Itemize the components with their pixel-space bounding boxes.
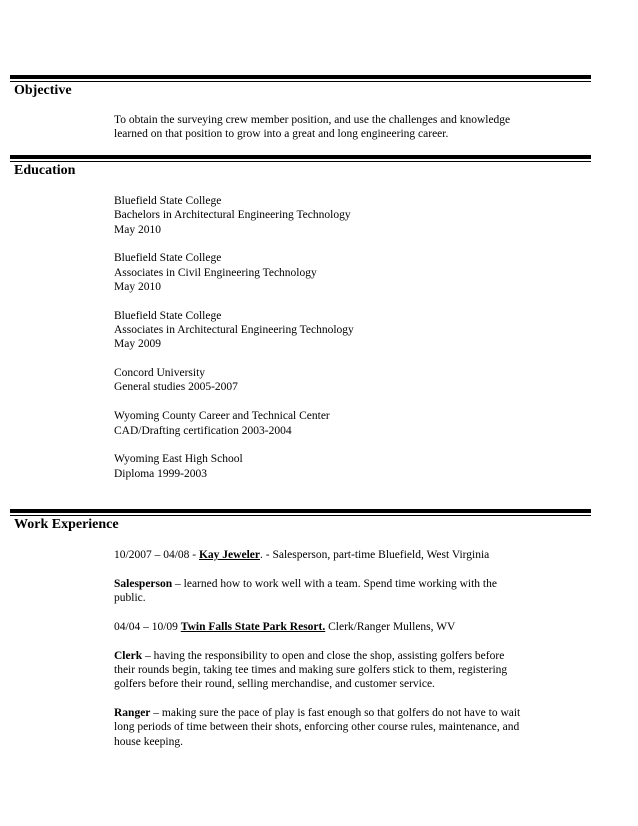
work-list bbox=[114, 548, 584, 749]
job-dates: 04/04 – 10/09 bbox=[114, 620, 181, 633]
degree: Associates in Civil Engineering Technology bbox=[114, 266, 317, 279]
school-name: Bluefield State College bbox=[114, 309, 222, 322]
school-name: Wyoming East High School bbox=[114, 453, 243, 466]
education-entry bbox=[114, 366, 584, 395]
degree: CAD/Drafting certification 2003-2004 bbox=[114, 424, 292, 437]
degree: Diploma 1999-2003 bbox=[114, 467, 207, 480]
role-description bbox=[114, 649, 584, 663]
section-divider-work bbox=[10, 509, 591, 516]
role-description bbox=[114, 706, 584, 720]
education-entry bbox=[114, 251, 584, 294]
date: May 2009 bbox=[114, 338, 161, 351]
education-entry bbox=[114, 409, 584, 438]
education-entry bbox=[114, 452, 584, 481]
role-text-line: their rounds begin, taking tee times and making sure golfers stick to them, registering bbox=[114, 663, 508, 676]
job-header bbox=[114, 548, 584, 562]
section-divider-objective bbox=[10, 75, 591, 82]
job-dates: 10/2007 – 04/08 - bbox=[114, 549, 199, 561]
degree: Associates in Architectural Engineering Technology bbox=[114, 324, 354, 337]
role-text: – having the responsibility to open and close the shop, assisting golfers before bbox=[142, 649, 505, 662]
role-title: Ranger bbox=[114, 707, 151, 720]
education-entry bbox=[114, 309, 584, 352]
role-text-line: house keeping. bbox=[114, 735, 183, 748]
heading-work-experience: Work Experience bbox=[14, 517, 119, 532]
job-details: . - Salesperson, part-time Bluefield, West Virginia bbox=[259, 549, 490, 561]
section-divider-education bbox=[10, 155, 591, 162]
employer-name: Twin Falls State Park Resort. bbox=[180, 620, 326, 633]
education-entry bbox=[114, 194, 584, 237]
school-name: Bluefield State College bbox=[114, 252, 222, 265]
school-name: Bluefield State College bbox=[114, 195, 222, 207]
role-text: – learned how to work well with a team. Spend time working with the bbox=[172, 577, 497, 590]
role-text-line: long periods of time between their shots, enforcing other course rules, maintenance, and bbox=[114, 721, 520, 734]
objective-line: To obtain the surveying crew member position, and use the challenges and knowledge bbox=[114, 114, 511, 126]
heading-objective: Objective bbox=[14, 83, 72, 98]
school-name: Wyoming County Career and Technical Center bbox=[114, 410, 330, 423]
degree: Bachelors in Architectural Engineering Technology bbox=[114, 209, 351, 222]
objective-line: learned on that position to grow into a great and long engineering career. bbox=[114, 128, 449, 141]
objective-text bbox=[114, 113, 584, 142]
role-text-line: golfers before their round, selling merchandise, and customer service. bbox=[114, 678, 435, 691]
job-details: Clerk/Ranger Mullens, WV bbox=[325, 620, 456, 633]
role-title: Salesperson bbox=[114, 577, 173, 590]
date: May 2010 bbox=[114, 223, 161, 236]
degree: General studies 2005-2007 bbox=[114, 381, 238, 394]
role-text: – making sure the pace of play is fast enough so that golfers do not have to wait bbox=[150, 707, 521, 720]
school-name: Concord University bbox=[114, 367, 206, 380]
employer-name: Kay Jeweler bbox=[198, 549, 260, 561]
role-description bbox=[114, 577, 584, 591]
role-text-line: public. bbox=[114, 592, 146, 605]
job-header bbox=[114, 620, 584, 634]
date: May 2010 bbox=[114, 280, 161, 293]
heading-education: Education bbox=[14, 163, 76, 178]
education-list bbox=[114, 194, 584, 481]
role-title: Clerk bbox=[114, 649, 143, 662]
